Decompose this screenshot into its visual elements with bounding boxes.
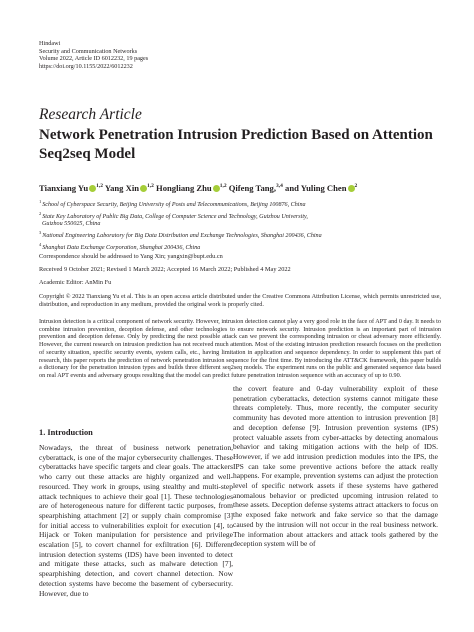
affiliation [39,241,439,253]
author-affil-ref: 1,2 [219,183,227,190]
author [156,183,227,193]
volume-line: Volume 2022, Article ID 6012232, 19 pages [39,55,149,63]
author-affil-ref: 1,2 [147,183,154,190]
author-name: Tianxiang Yu [39,183,89,193]
affiliation-text: School of Cyberspace Security, Beijing University of Posts and Telecommunications, Beijing 100876, China [42,202,306,209]
affiliation-text: National Engineering Laboratory for Big Data Distribution and Exchange Technologies, Shanghai 200436, China [42,233,322,240]
correspondence: Correspondence should be addressed to Yang Xin; yangxin@bupt.edu.cn [39,253,223,260]
body-column-left: Nowadays, the threat of business network penetration, cyberattack, is one of the major cybersecurity challenges. These cyberattacks have specific targets and clear goals. The attackers who carry out these attacks are highly organized and well-resourced. They work in groups, using stealthy and multi-step attack techniques to achieve their goal [1]. These technologies are of heterogeneous nature for different tactic purposes, from spearphishing attachment [2] or supply chain compromise [3] for initial access to vulnerabilities exploit for execution [4], to Hijack or Token manipulation for persistence and privilege escalation [5], to covert channel for exfiltration [6]. Different intrusion detection systems (IDS) have been invented to detect and mitigate these attacks, such as malware detection [7], spearphishing detection, and covert channel detection. Now detection systems have become the basement of cybersecurity. However, due to [39,443,233,598]
affiliation-text: Guizhou 550025, China [42,221,101,228]
affiliation-number: 4 [39,241,42,247]
affiliation [39,210,439,222]
author-list [39,183,449,193]
publisher-name: Hindawi [39,40,61,47]
affiliation-number: 2 [39,210,42,216]
journal-header [39,40,148,70]
affiliation [39,221,439,229]
orcid-icon[interactable] [348,185,355,192]
author-name: and Yuling Chen [285,183,347,193]
author [105,183,154,193]
orcid-icon[interactable] [213,185,220,192]
article-type: Research Article [39,106,142,123]
academic-editor: Academic Editor: AnMin Fu [39,279,112,286]
author-affil-ref: 1,2 [96,183,103,190]
author [285,183,357,193]
author-affil-ref: 2 [354,183,358,190]
copyright-notice: Copyright © 2022 Tianxiang Yu et al. This is an open access article distributed under the Creative Commons Attribution License, which permits unrestricted use, distribution, and reproduction in any medium, provided the original work is properly cited. [39,293,441,308]
author-name: Yang Xin [104,183,139,193]
affiliation-number: 1 [39,199,42,204]
author-name: Qifeng Tang, [228,183,277,193]
abstract: Intrusion detection is a critical component of network security. However, intrusion detection cannot play a very good role in the face of APT and 0 day. It needs to combine intrusion prevention, deception defense, and other technologies to ensure network security. Intrusion prediction is an important part of intrusion prevention and deception defense. Only by predicting the next possible attack can we prevent the corresponding intrusion or cheat adversary more efficiently. However, the current research on intrusion prediction has not received much attention. Most of the existing intrusion prediction research focuses on the prediction of security situation, specific security events, system calls, etc., having limitation in application and sequence dependency. In order to supplement this part of research, this paper reports the prediction of network penetration intrusion sequence for the first time. By introducing the ATT&CK framework, this paper builds a dictionary for the penetration intrusion types and builds three different seq2seq models. The experiment runs on the public and generated sequence data based on real APT events and adversary groups resulting that the model can predict future penetration intrusion sequence with an accuracy of up to 0.90. [39,318,441,379]
affiliation-text: State Key Laboratory of Public Big Data, College of Computer Science and Technology, Guizhou University, [42,213,308,220]
article-title: Network Penetration Intrusion Prediction Based on Attention Seq2seq Model [39,127,433,162]
affiliations [39,198,439,253]
affiliation-text: Shanghai Data Exchange Corporation, Shanghai 200436, China [42,244,201,251]
publication-dates: Received 9 October 2021; Revised 1 March 2022; Accepted 16 March 2022; Published 4 May 2022 [39,266,291,273]
affiliation [39,198,439,210]
affiliation-number: 3 [39,230,42,236]
author [229,183,283,193]
author-name: Hongliang Zhu [156,183,212,193]
doi-link[interactable]: https://doi.org/10.1155/2022/6012232 [39,62,133,70]
affiliation [39,229,439,241]
orcid-icon[interactable] [140,185,147,192]
author-affil-ref: 3,4 [276,183,283,190]
section-heading: 1. Introduction [39,428,93,437]
author [39,183,103,193]
journal-name: Security and Communication Networks [39,47,138,55]
body-column-right: the covert feature and 0-day vulnerability exploit of these penetration cyberattacks, detection systems cannot mitigate these threats completely. Thus, more recently, the computer security community has devoted more attention to intrusion prevention [8] and deception defense [9]. Intrusion prevention systems (IPS) protect valuable assets from cyber-attacks by detecting anomalous behavior and taking mitigation actions with the help of IDS. However, if we add intrusion prediction modules into the IPS, the IPS can take some preventive actions before the attack really happens. For example, prevention systems can adjust the protection level of specific network assets if these systems have gathered anomalous behavior or predicted upcoming intrusion related to these assets. Deception defense systems attract attackers to focus on the exposed fake network and fake service so that the damage caused by the intrusion will not occur in the real business network. The information about attackers and attack tools gathered by the deception system will be of [233,384,438,549]
